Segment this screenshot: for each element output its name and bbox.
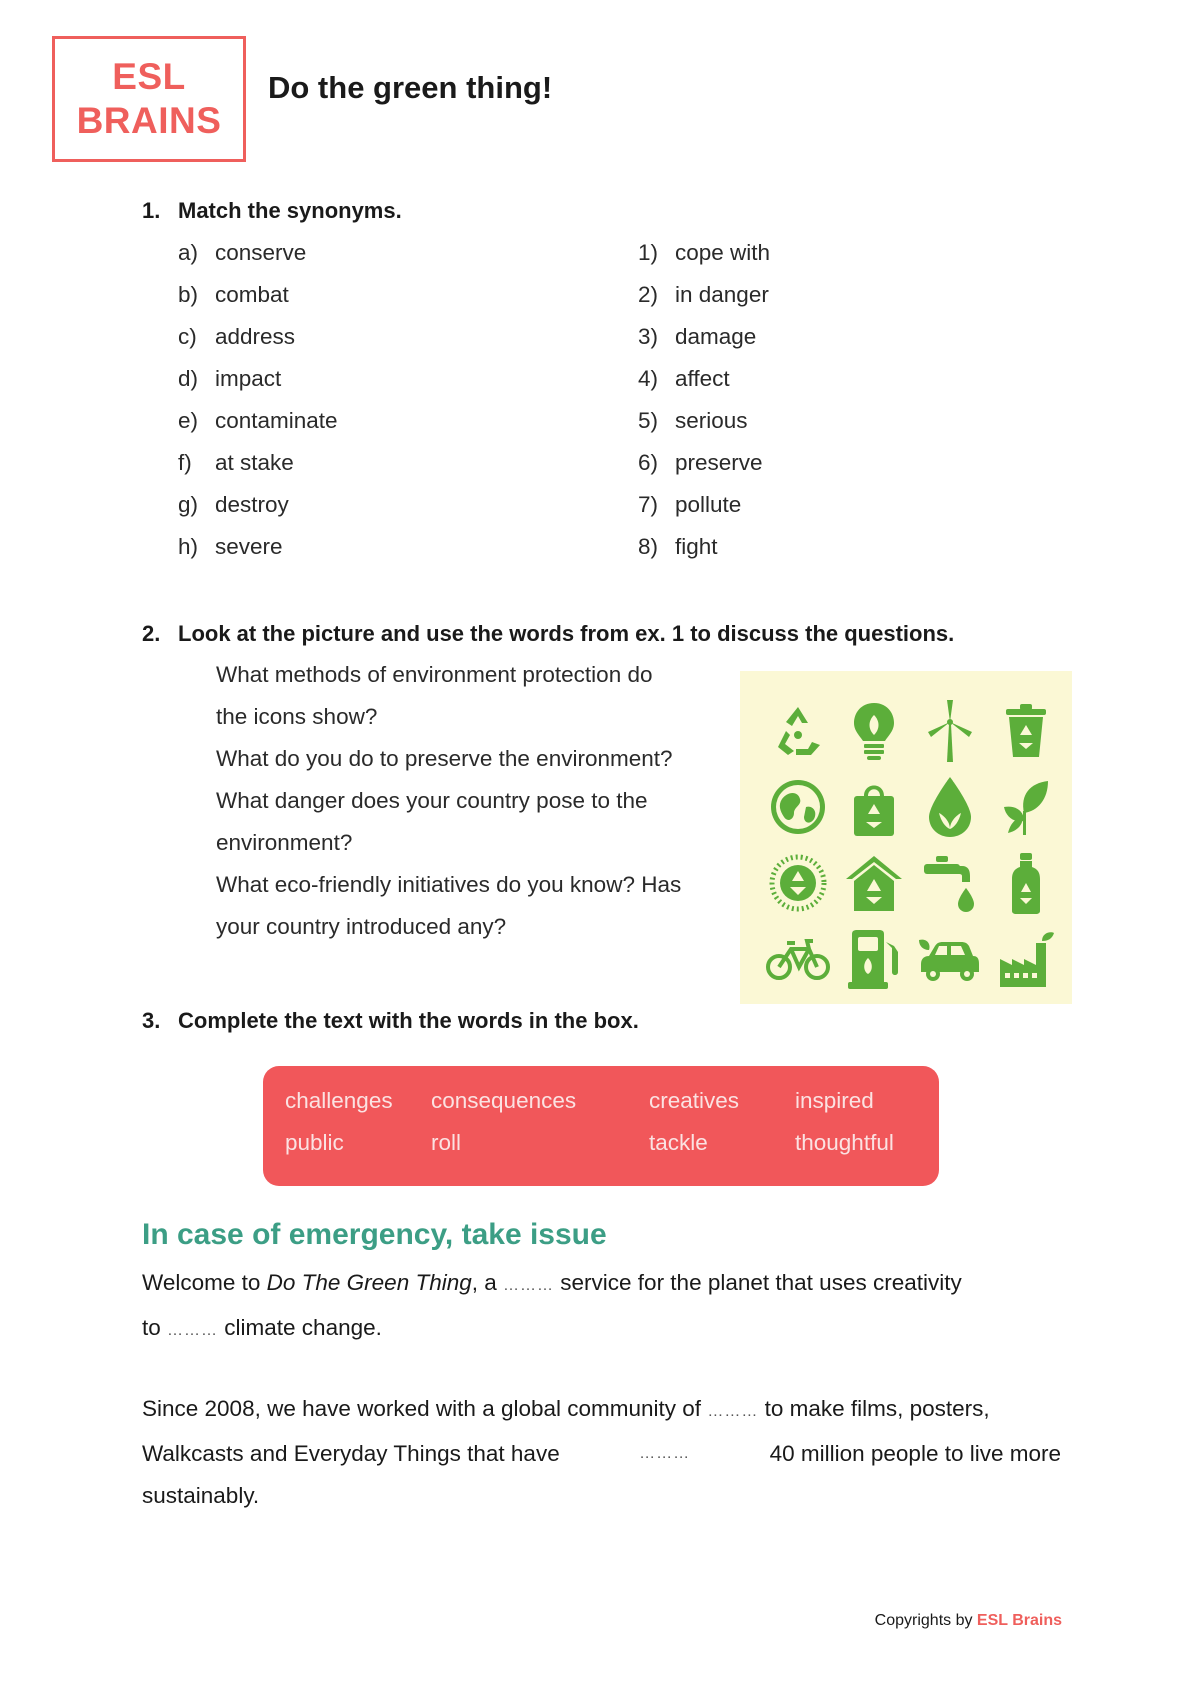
item-word: conserve xyxy=(215,240,307,265)
list-item xyxy=(178,274,338,316)
list-item xyxy=(178,232,338,274)
text-segment: 40 million people to live more xyxy=(769,1441,1061,1466)
bicycle-icon xyxy=(760,921,836,997)
text-segment: to make films, posters, xyxy=(758,1396,990,1421)
paragraph-line xyxy=(142,1475,1061,1517)
q1-title: Match the synonyms. xyxy=(178,198,402,223)
bullet-item xyxy=(216,654,726,738)
gap-blank: ……… xyxy=(503,1277,555,1294)
fuel-pump-icon xyxy=(836,921,912,997)
q3-heading xyxy=(142,1008,639,1034)
box-word: thoughtful xyxy=(795,1130,894,1155)
item-word: impact xyxy=(215,366,282,391)
bottle-icon xyxy=(988,845,1064,921)
eco-icons-picture xyxy=(740,671,1072,1004)
lightbulb-icon xyxy=(836,693,912,769)
item-label: 5) xyxy=(638,408,659,433)
box-word: challenges xyxy=(285,1088,393,1113)
factory-icon xyxy=(988,921,1064,997)
leaf-icon xyxy=(988,769,1064,845)
item-word: serious xyxy=(675,408,748,433)
item-word: pollute xyxy=(675,492,742,517)
item-label: b) xyxy=(178,282,199,307)
item-label: 8) xyxy=(638,534,659,559)
paragraph-line xyxy=(142,1262,1061,1307)
eco-house-icon xyxy=(836,845,912,921)
item-label: 3) xyxy=(638,324,659,349)
item-word: cope with xyxy=(675,240,771,265)
bullet-item xyxy=(216,864,726,948)
paragraph-line xyxy=(142,1307,1061,1352)
q3-title: Complete the text with the words in the box. xyxy=(178,1008,639,1033)
bullet-text: What methods of environment protection do xyxy=(216,662,653,687)
box-word: inspired xyxy=(795,1088,874,1113)
q2-questions xyxy=(216,654,726,948)
q2-heading xyxy=(142,621,954,647)
word-box xyxy=(263,1066,939,1186)
q3-number: 3. xyxy=(142,1008,161,1033)
list-item xyxy=(638,400,770,442)
q2-title: Look at the picture and use the words from ex. 1 to discuss the questions. xyxy=(178,621,955,646)
water-drop-icon xyxy=(912,769,988,845)
article-paragraph-2 xyxy=(142,1388,1061,1517)
item-label: g) xyxy=(178,492,199,517)
box-word: creatives xyxy=(649,1088,740,1113)
text-segment: climate change. xyxy=(218,1315,382,1340)
globe-icon xyxy=(760,769,836,845)
item-label: 6) xyxy=(638,450,659,475)
esl-brains-logo xyxy=(52,36,246,162)
copyright-text: Copyrights by xyxy=(874,1612,977,1629)
text-segment: to xyxy=(142,1315,168,1340)
item-word: severe xyxy=(215,534,283,559)
list-item xyxy=(638,316,770,358)
text-segment: Welcome to xyxy=(142,1270,267,1295)
item-label: 4) xyxy=(638,366,659,391)
text-segment: Do The Green Thing xyxy=(266,1270,472,1295)
item-word: combat xyxy=(215,282,289,307)
text-segment: sustainably. xyxy=(142,1483,260,1508)
item-word: contaminate xyxy=(215,408,338,433)
item-label: 1) xyxy=(638,240,659,265)
bullet-item xyxy=(216,780,726,864)
logo-line-2: BRAINS xyxy=(76,100,222,141)
list-item xyxy=(178,484,338,526)
item-word: affect xyxy=(675,366,730,391)
list-item xyxy=(638,442,770,484)
article-paragraph-1 xyxy=(142,1262,1061,1352)
text-segment: service for the planet that uses creativity xyxy=(554,1270,962,1295)
bullet-text: What eco-friendly initiatives do you know? Has xyxy=(216,872,682,897)
text-segment: , a xyxy=(471,1270,504,1295)
bullet-text: the icons show? xyxy=(216,704,378,729)
paragraph-line xyxy=(142,1388,1061,1433)
bullet-text: What danger does your country pose to the xyxy=(216,788,648,813)
item-label: h) xyxy=(178,534,199,559)
list-item xyxy=(178,358,338,400)
item-label: d) xyxy=(178,366,199,391)
item-label: e) xyxy=(178,408,199,433)
logo-line-1: ESL xyxy=(112,56,186,97)
item-word: fight xyxy=(675,534,718,559)
bullet-text: environment? xyxy=(216,830,353,855)
q1-left-column xyxy=(178,232,338,568)
box-word: tackle xyxy=(649,1130,708,1155)
footer-copyright xyxy=(875,1612,1062,1630)
list-item xyxy=(178,316,338,358)
item-label: a) xyxy=(178,240,199,265)
article-heading: In case of emergency, take issue xyxy=(142,1218,607,1251)
text-segment: Since 2008, we have worked with a global community of xyxy=(142,1396,708,1421)
wind-turbine-icon xyxy=(912,693,988,769)
item-word: damage xyxy=(675,324,757,349)
bullet-text: What do you do to preserve the environment? xyxy=(216,746,673,771)
eco-car-icon xyxy=(912,921,988,997)
box-word: public xyxy=(285,1130,344,1155)
list-item xyxy=(178,442,338,484)
item-word: destroy xyxy=(215,492,289,517)
item-label: 2) xyxy=(638,282,659,307)
recycle-bag-icon xyxy=(836,769,912,845)
q1-heading xyxy=(142,198,402,224)
list-item xyxy=(178,526,338,568)
gap-blank: ……… xyxy=(707,1403,759,1420)
item-label: f) xyxy=(178,450,192,475)
item-word: at stake xyxy=(215,450,294,475)
q1-number: 1. xyxy=(142,198,161,223)
page-title: Do the green thing! xyxy=(268,70,553,105)
list-item xyxy=(638,232,770,274)
item-word: address xyxy=(215,324,296,349)
list-item xyxy=(638,526,770,568)
item-word: in danger xyxy=(675,282,769,307)
item-label: c) xyxy=(178,324,197,349)
gap-blank: ……… xyxy=(639,1445,691,1462)
paragraph-line xyxy=(142,1433,1061,1475)
copyright-brand: ESL Brains xyxy=(976,1612,1062,1629)
list-item xyxy=(638,358,770,400)
item-label: 7) xyxy=(638,492,659,517)
item-word: preserve xyxy=(675,450,763,475)
water-tap-icon xyxy=(912,845,988,921)
bullet-item xyxy=(216,738,726,780)
text-segment: Walkcasts and Everyday Things that have xyxy=(142,1441,560,1466)
box-word: roll xyxy=(431,1130,462,1155)
bullet-text: your country introduced any? xyxy=(216,914,507,939)
list-item xyxy=(638,484,770,526)
sun-recycle-icon xyxy=(760,845,836,921)
q2-number: 2. xyxy=(142,621,161,646)
list-item xyxy=(638,274,770,316)
q1-right-column xyxy=(638,232,770,568)
box-word: consequences xyxy=(431,1088,577,1113)
gap-blank: ……… xyxy=(167,1322,219,1339)
recycle-bin-icon xyxy=(988,693,1064,769)
recycle-icon xyxy=(760,693,836,769)
list-item xyxy=(178,400,338,442)
